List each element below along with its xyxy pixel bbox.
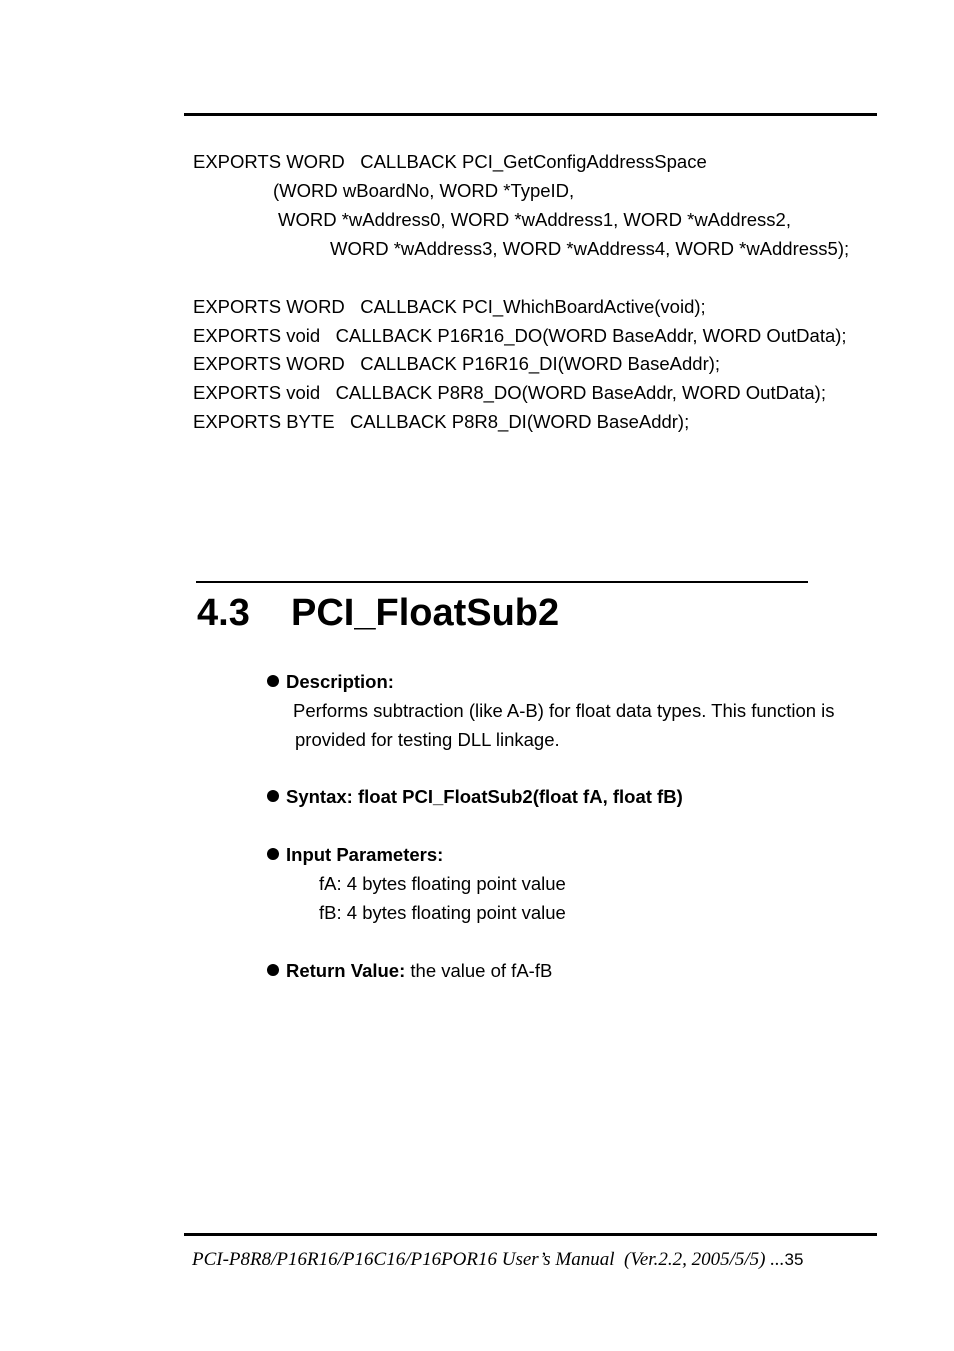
section-number: 4.3 [197,592,250,634]
page-number: 35 [784,1250,804,1269]
description-text: provided for testing DLL linkage. [295,729,560,750]
return-value-label: Return Value: [286,960,406,981]
description-text: Performs subtraction (like A-B) for float data types. This function is [293,700,835,721]
input-params-label: Input Parameters: [286,844,444,865]
code-line: WORD *wAddress3, WORD *wAddress4, WORD *wAddress5); [330,238,850,259]
section-title: PCI_FloatSub2 [291,592,560,634]
section-rule [196,581,808,583]
input-param-item: fB: 4 bytes floating point value [319,902,566,923]
input-param-item: fA: 4 bytes floating point value [319,873,566,894]
bullet-icon [267,790,279,802]
bullet-icon [267,964,279,976]
code-line: EXPORTS BYTE CALLBACK P8R8_DI(WORD BaseAddr); [193,411,690,432]
return-value-text: the value of fA-fB [405,960,553,981]
bullet-icon [267,848,279,860]
description-label: Description: [286,671,394,692]
header-rule [184,113,877,116]
code-line: EXPORTS WORD CALLBACK PCI_GetConfigAddressSpace [193,151,707,172]
code-line: WORD *wAddress0, WORD *wAddress1, WORD *wAddress2, [278,209,791,230]
footer-rule [184,1233,877,1236]
footer [192,1249,803,1271]
bullet-icon [267,675,279,687]
syntax-text: Syntax: float PCI_FloatSub2(float fA, float fB) [286,786,683,807]
code-line: (WORD wBoardNo, WORD *TypeID, [273,180,575,201]
footer-text: PCI-P8R8/P16R16/P16C16/P16POR16 User’s Manual (Ver.2.2, 2005/5/5) ... [192,1249,785,1270]
code-line: EXPORTS WORD CALLBACK P16R16_DI(WORD BaseAddr); [193,353,721,374]
code-line: EXPORTS void CALLBACK P8R8_DO(WORD BaseAddr, WORD OutData); [193,382,826,403]
code-line: EXPORTS WORD CALLBACK PCI_WhichBoardActive(void); [193,296,706,317]
return-value [286,960,552,982]
code-line: EXPORTS void CALLBACK P16R16_DO(WORD BaseAddr, WORD OutData); [193,325,847,346]
